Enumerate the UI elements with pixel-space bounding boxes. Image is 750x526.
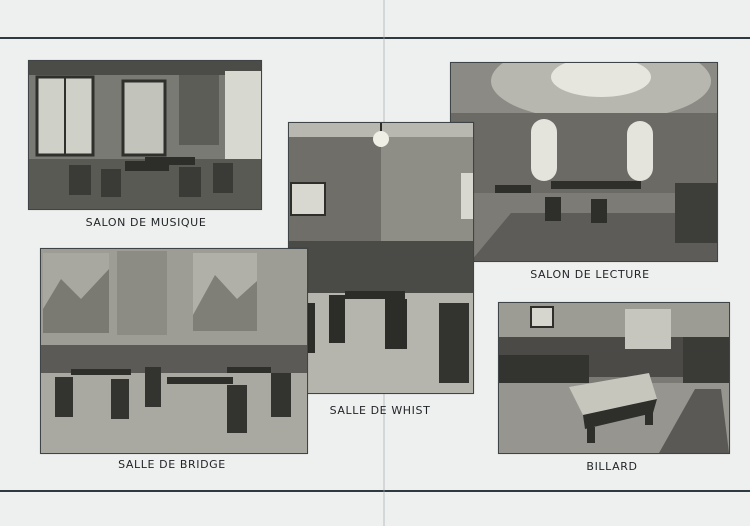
photo-billard [498,302,730,454]
photo-salon-de-musique [28,60,262,210]
caption-salon-de-lecture: SALON DE LECTURE [530,268,650,281]
photo-salle-de-bridge [40,248,308,454]
caption-salle-de-bridge: SALLE DE BRIDGE [118,458,226,471]
top-rule [0,37,750,39]
photo-salon-de-lecture [450,62,718,262]
bottom-rule [0,490,750,492]
caption-salle-de-whist: SALLE DE WHIST [329,404,431,417]
caption-billard: BILLARD [586,460,638,473]
photo-salle-de-whist [288,122,474,394]
caption-salon-de-musique: SALON DE MUSIQUE [85,216,207,229]
